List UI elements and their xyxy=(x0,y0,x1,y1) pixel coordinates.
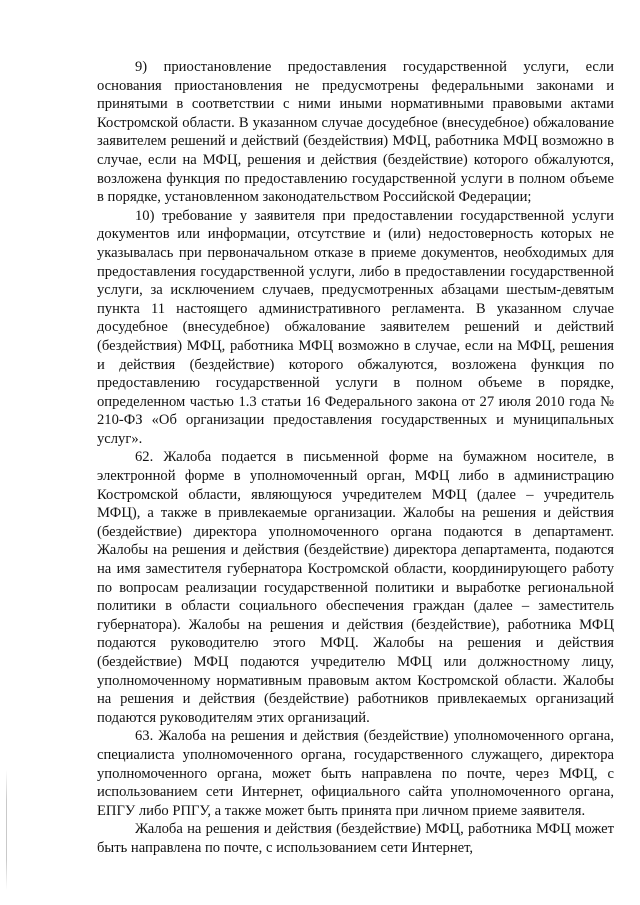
document-body xyxy=(97,58,614,858)
paragraph-item-9: 9) приостановление предоставления государственной услуги, если основания приостановления не предусмотрены федеральными законами и принятыми в соответствии с ними иными нормативными правовыми актами Костромской области. В указанном случае досудебное (внесудебное) обжалование заявителем решений и действий (бездействия) МФЦ, работника МФЦ возможно в случае, если на МФЦ, решения и действия (бездействие) которого обжалуются, возложена функция по предоставлению государственной услуги в полном объеме в порядке, установленном законодательством Российской Федерации; xyxy=(97,59,614,206)
scan-edge-mark xyxy=(6,770,7,890)
paragraph-mfc-complaint: Жалоба на решения и действия (бездействие) МФЦ, работника МФЦ может быть направлена по почте, с использованием сети Интернет, xyxy=(97,821,614,856)
paragraph-clause-63: 63. Жалоба на решения и действия (бездействие) уполномоченного органа, специалиста уполномоченного органа, государственного служащего, директора уполномоченного органа, может быть направлена по почте, через МФЦ, с использованием сети Интернет, официального сайта уполномоченного органа, ЕПГУ либо РПГУ, а также может быть принята при личном приеме заявителя. xyxy=(97,728,614,819)
paragraph-item-10: 10) требование у заявителя при предоставлении государственной услуги документов или информации, отсутствие и (или) недостоверность которых не указывалась при первоначальном отказе в приеме документов, необходимых для предоставления государственной услуги, либо в предоставлении государственной услуги, за исключением случаев, предусмотренных абзацами шестым-девятым пункта 11 настоящего административного регламента. В указанном случае досудебное (внесудебное) обжалование заявителем решений и действий (бездействия) МФЦ, работника МФЦ возможно в случае, если на МФЦ, решения и действия (бездействие) которого обжалуются, возложена функция по предоставлению государственной услуги в полном объеме в порядке, определенном частью 1.3 статьи 16 Федерального закона от 27 июля 2010 года № 210-ФЗ «Об организации предоставления государственных и муниципальных услуг». xyxy=(97,207,614,447)
paragraph-clause-62: 62. Жалоба подается в письменной форме на бумажном носителе, в электронной форме в уполномоченный орган, МФЦ либо в администрацию Костромской области, являющуюся учредителем МФЦ (далее – учредитель МФЦ), а также в привлекаемые организации. Жалобы на решения и действия (бездействие) директора уполномоченного органа подаются в департамент. Жалобы на решения и действия (бездействие) директора департамента, подаются на имя заместителя губернатора Костромской области, координирующего работу по вопросам реализации государственной политики и выработке региональной политики в области социального обеспечения граждан (далее – заместитель губернатора). Жалобы на решения и действия (бездействие), работника МФЦ подаются руководителю этого МФЦ. Жалобы на решения и действия (бездействие) МФЦ подаются учредителю МФЦ или должностному лицу, уполномоченному нормативным правовым актом Костромской области. Жалобы на решения и действия (бездействие) работников привлекаемых организаций подаются руководителям этих организаций. xyxy=(97,449,614,726)
